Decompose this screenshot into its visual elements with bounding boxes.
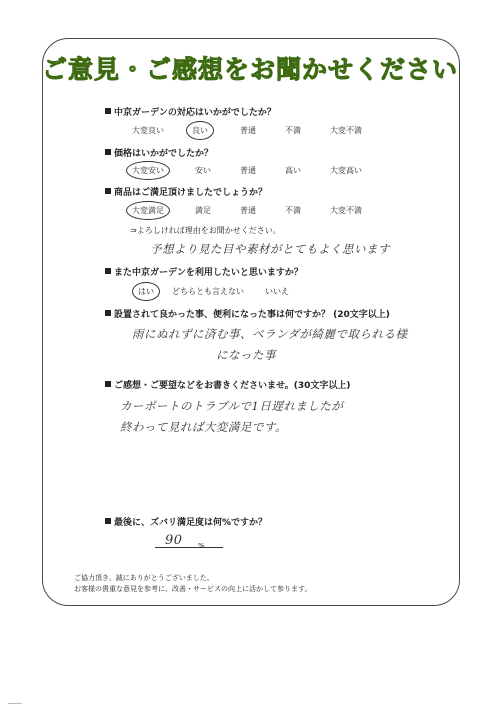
- bullet-square-icon: [105, 188, 111, 194]
- q3-option-3[interactable]: 普通: [240, 206, 256, 215]
- q3-option-2[interactable]: 満足: [195, 206, 211, 215]
- question-4-label: また中京ガーデンを利用したいと思いますか？: [114, 268, 303, 278]
- q6-answer-line-2[interactable]: 終わって見れば大変満足です。: [120, 420, 287, 434]
- q1-option-2[interactable]: 良い: [192, 126, 208, 135]
- question-1: [105, 105, 276, 118]
- q3-reason-answer[interactable]: 予想より見た目や素材がとてもよく思います: [150, 242, 390, 256]
- q2-option-2[interactable]: 安い: [195, 166, 211, 175]
- satisfaction-underline: [155, 547, 223, 548]
- q2-option-3[interactable]: 普通: [240, 166, 256, 175]
- q3-option-1[interactable]: 大変満足: [132, 206, 164, 215]
- footer-thanks: ご協力頂き、誠にありがとうございました。: [74, 574, 214, 582]
- question-4: [105, 265, 303, 278]
- q5-answer-line-1[interactable]: 雨にぬれずに済む事、ベランダが綺麗で取られる様: [132, 327, 408, 341]
- question-1-label: 中京ガーデンの対応はいかがでしたか？: [114, 108, 276, 118]
- satisfaction-value[interactable]: 90: [165, 533, 183, 548]
- satisfaction-unit: %: [198, 542, 205, 550]
- q2-option-5[interactable]: 大変高い: [330, 166, 362, 175]
- q4-option-2[interactable]: どちらとも言えない: [172, 287, 244, 296]
- footer-note: お客様の貴重な意見を参考に、改善・サービスの向上に活かして参ります。: [74, 585, 312, 593]
- question-7: [105, 515, 267, 528]
- question-2: [105, 146, 213, 159]
- bullet-square-icon: [105, 310, 111, 316]
- bullet-square-icon: [105, 149, 111, 155]
- question-2-label: 価格はいかがでしたか？: [114, 149, 214, 159]
- q1-option-4[interactable]: 不満: [285, 126, 301, 135]
- bullet-square-icon: [105, 381, 111, 387]
- q4-option-3[interactable]: いいえ: [265, 287, 289, 296]
- q1-option-5[interactable]: 大変不満: [330, 126, 362, 135]
- bullet-square-icon: [105, 108, 111, 114]
- bullet-square-icon: [105, 518, 111, 524]
- question-7-label: 最後に、ズバリ満足度は何%ですか？: [114, 518, 268, 528]
- question-5: [105, 307, 390, 320]
- bullet-square-icon: [105, 268, 111, 274]
- question-6-label: ご感想・ご要望などをお書きくださいませ。(30文字以上): [114, 381, 351, 391]
- question-6: [105, 378, 350, 391]
- scan-edge-mark: [8, 695, 22, 704]
- question-3: [105, 185, 267, 198]
- reason-prompt: ⇒よろしければ理由をお聞かせください。: [130, 226, 281, 235]
- q5-answer-line-2[interactable]: になった事: [216, 348, 276, 362]
- question-5-label: 設置されて良かった事、便利になった事は何ですか？ (20文字以上): [114, 310, 390, 320]
- q1-option-3[interactable]: 普通: [240, 126, 256, 135]
- form-title: ご意見・ご感想をお聞かせください: [41, 55, 458, 84]
- q3-option-4[interactable]: 不満: [285, 206, 301, 215]
- q2-option-1[interactable]: 大変安い: [132, 166, 164, 175]
- question-3-label: 商品はご満足頂けましたでしょうか？: [114, 188, 268, 198]
- q4-option-1[interactable]: はい: [138, 287, 154, 296]
- q2-option-4[interactable]: 高い: [285, 166, 301, 175]
- q1-option-1[interactable]: 大変良い: [132, 126, 164, 135]
- q6-answer-line-1[interactable]: カーポートのトラブルで1日遅れましたが: [120, 399, 344, 413]
- q3-option-5[interactable]: 大変不満: [330, 206, 362, 215]
